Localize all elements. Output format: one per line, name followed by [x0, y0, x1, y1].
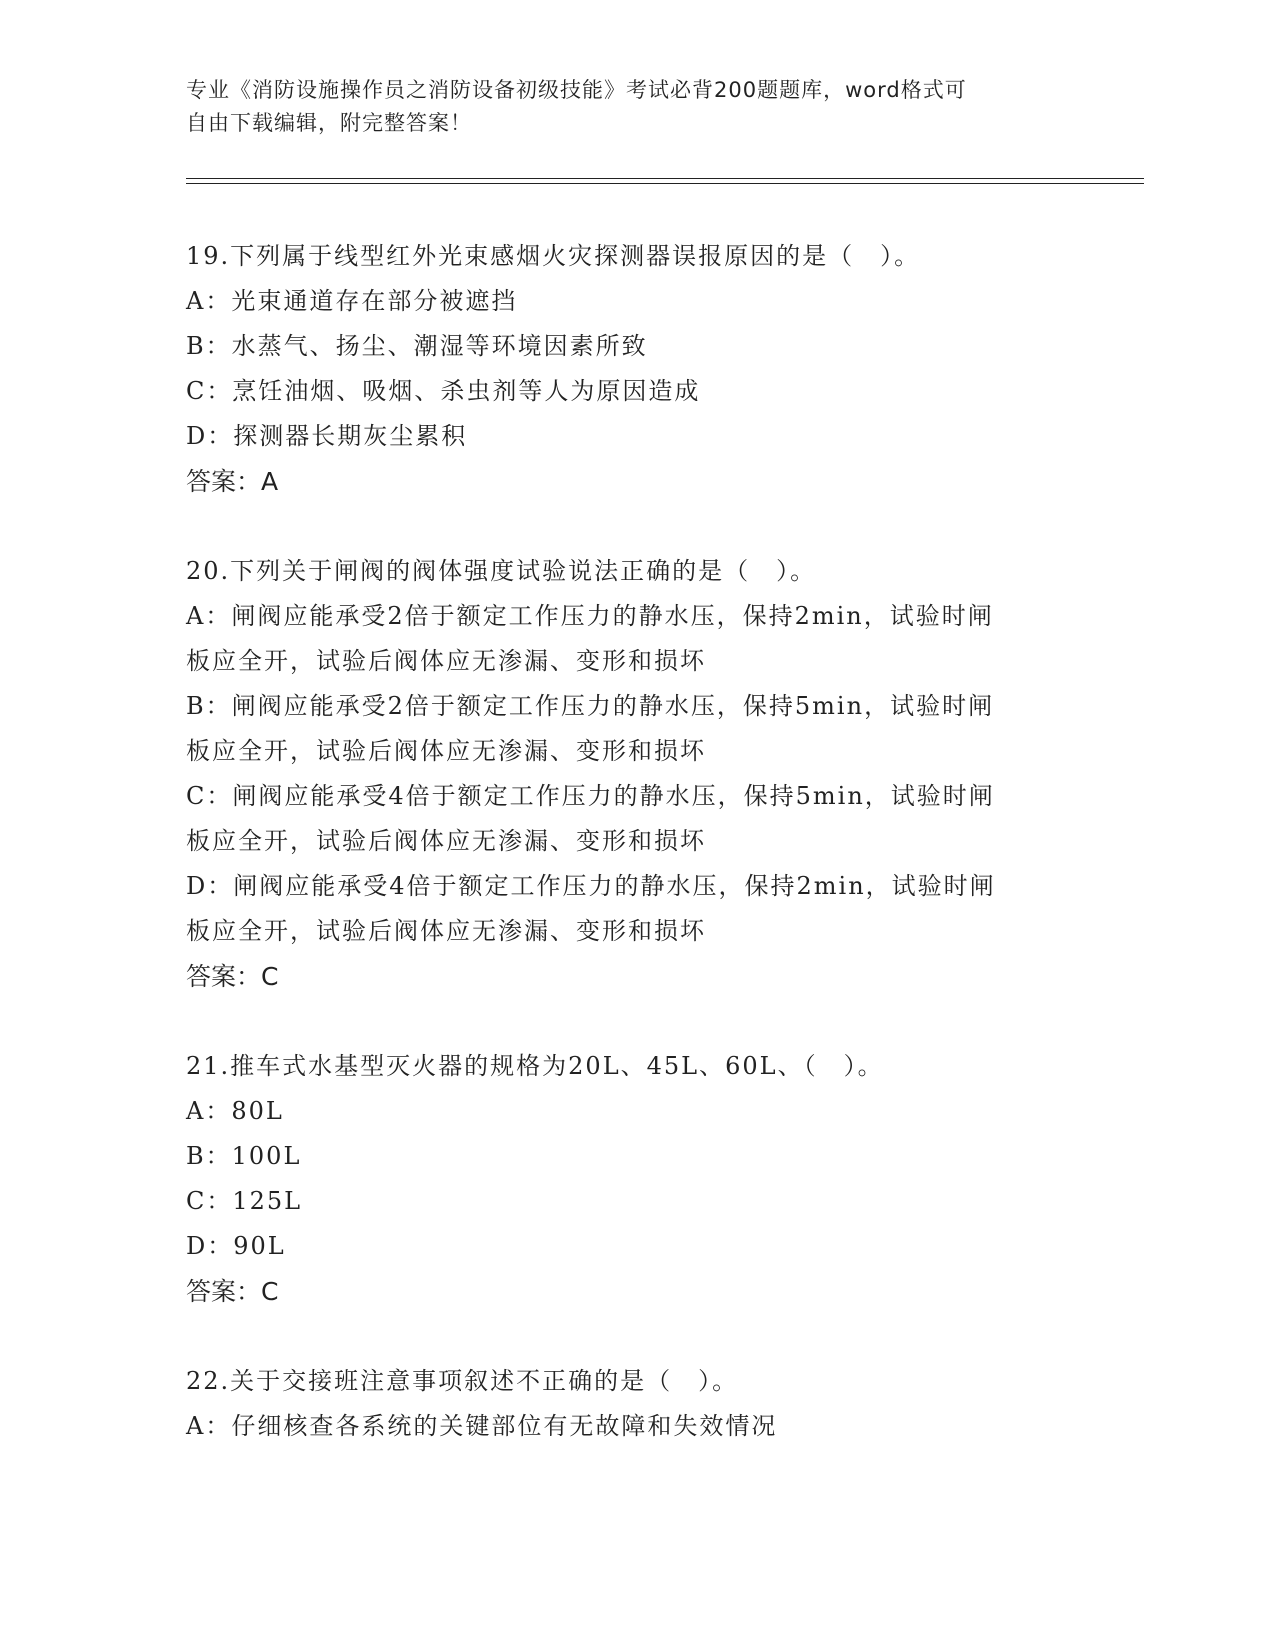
answer-option: A：闸阀应能承受2倍于额定工作压力的静水压，保持2min，试验时闸 [186, 602, 994, 630]
header-divider-bottom [186, 183, 1144, 184]
answer-option: 板应全开，试验后阀体应无渗漏、变形和损坏 [186, 917, 706, 945]
question-block [186, 549, 1086, 999]
answer-option: C：闸阀应能承受4倍于额定工作压力的静水压，保持5min，试验时闸 [186, 782, 995, 810]
document-header [186, 74, 1066, 140]
answer-option: D：探测器长期灰尘累积 [186, 422, 468, 450]
question-spacer [186, 1314, 1086, 1359]
question-list [186, 234, 1086, 1449]
question-block [186, 1359, 1086, 1449]
header-line-1: 专业《消防设施操作员之消防设备初级技能》考试必背200题题库，word格式可 [186, 78, 967, 102]
question-stem: 22.关于交接班注意事项叙述不正确的是（ ）。 [186, 1367, 739, 1395]
question-block [186, 1044, 1086, 1314]
correct-answer: 答案：C [186, 1277, 279, 1306]
answer-option: A：80L [186, 1097, 284, 1125]
answer-option: B：100L [186, 1142, 302, 1170]
answer-option: 板应全开，试验后阀体应无渗漏、变形和损坏 [186, 827, 706, 855]
header-divider-top [186, 178, 1144, 179]
answer-option: C：烹饪油烟、吸烟、杀虫剂等人为原因造成 [186, 377, 701, 405]
correct-answer: 答案：A [186, 467, 279, 496]
correct-answer: 答案：C [186, 962, 279, 991]
answer-option: D：闸阀应能承受4倍于额定工作压力的静水压，保持2min，试验时闸 [186, 872, 996, 900]
answer-option: A：光束通道存在部分被遮挡 [186, 287, 518, 315]
answer-option: A：仔细核查各系统的关键部位有无故障和失效情况 [186, 1412, 778, 1440]
answer-option: B：水蒸气、扬尘、潮湿等环境因素所致 [186, 332, 648, 360]
answer-option: B：闸阀应能承受2倍于额定工作压力的静水压，保持5min，试验时闸 [186, 692, 995, 720]
question-stem: 19.下列属于线型红外光束感烟火灾探测器误报原因的是（ ）。 [186, 242, 921, 270]
question-block [186, 234, 1086, 504]
answer-option: D：90L [186, 1232, 286, 1260]
question-stem: 21.推车式水基型灭火器的规格为20L、45L、60L、（ ）。 [186, 1052, 884, 1080]
question-spacer [186, 999, 1086, 1044]
answer-option: 板应全开，试验后阀体应无渗漏、变形和损坏 [186, 647, 706, 675]
question-spacer [186, 504, 1086, 549]
answer-option: 板应全开，试验后阀体应无渗漏、变形和损坏 [186, 737, 706, 765]
header-line-2: 自由下载编辑，附完整答案！ [186, 111, 472, 135]
question-stem: 20.下列关于闸阀的阀体强度试验说法正确的是（ ）。 [186, 557, 817, 585]
answer-option: C：125L [186, 1187, 303, 1215]
